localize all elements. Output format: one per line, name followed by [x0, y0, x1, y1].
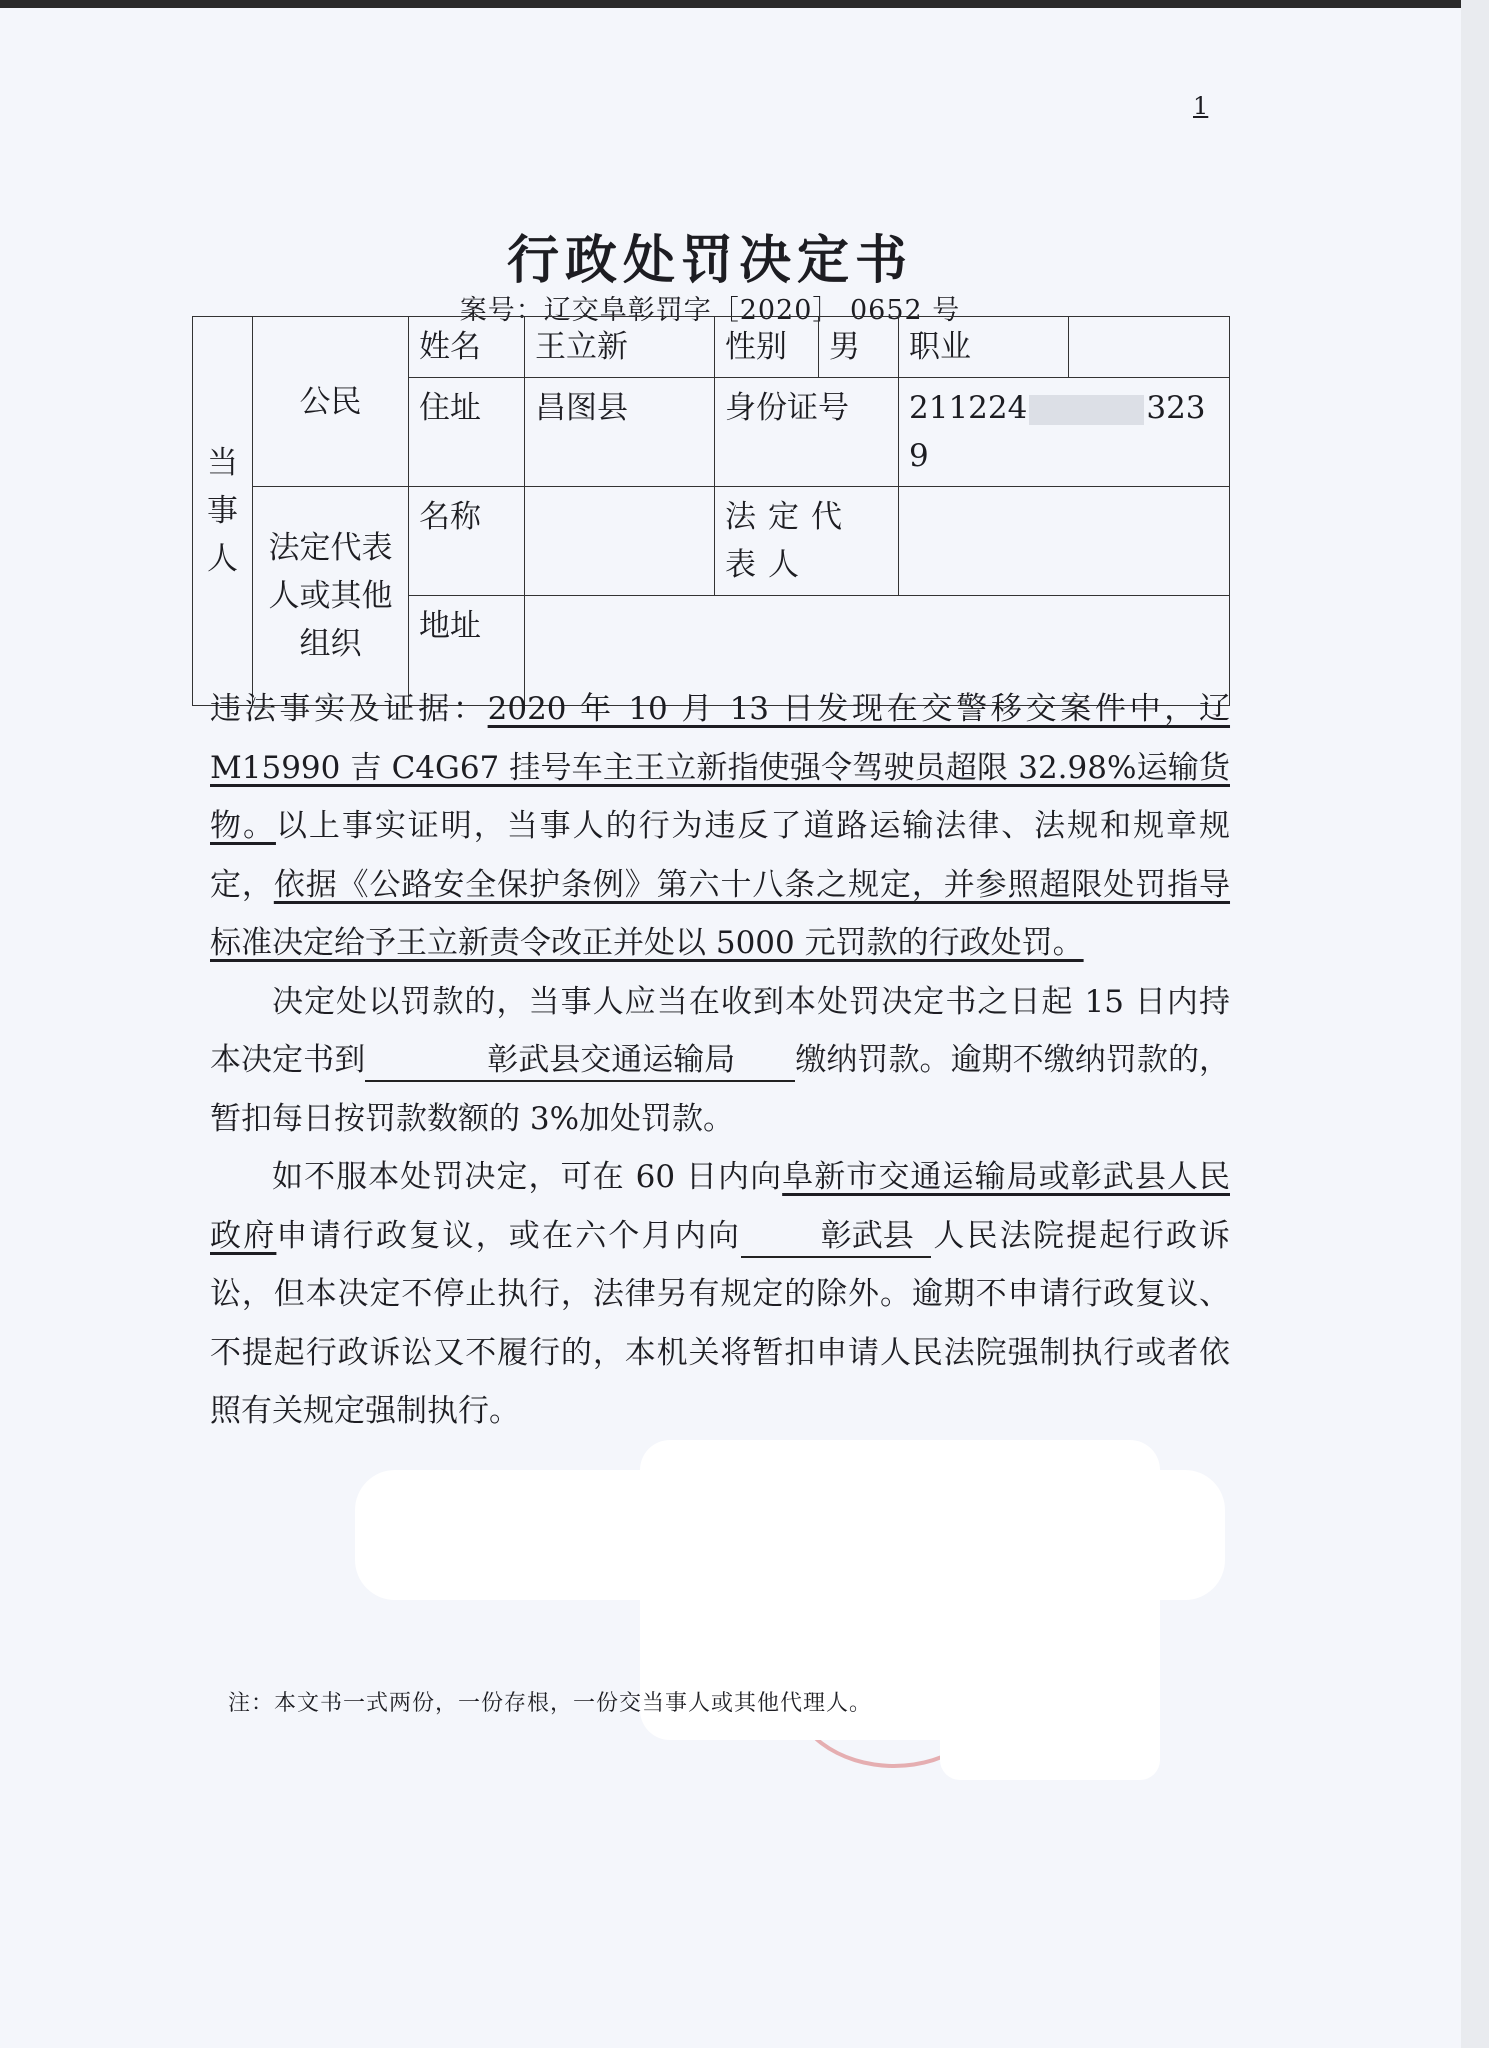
decision-body — [210, 680, 1230, 1441]
org-label: 法定代表人或其他组织 — [253, 487, 409, 706]
org-name-value — [525, 487, 715, 596]
address-label: 住址 — [409, 378, 525, 487]
party-info-table — [192, 316, 1230, 706]
facts-label: 违法事实及证据： — [210, 691, 488, 727]
payment-paragraph: 决定处以罚款的，当事人应当在收到本处罚决定书之日起 15 日内持本决定书到 彰武县交通运输局 缴纳罚款。逾期不缴纳罚款的，暂扣每日按罚款数额的 3%加处罚款。 — [210, 983, 1231, 1137]
facts-basis: 依据《公路安全保护条例》第六十八条之规定，并参照超限处罚指导标准决定给予王立新责令改正并处以 5000 元罚款的行政处罚。 — [210, 866, 1231, 961]
occupation-label: 职业 — [899, 317, 1069, 378]
address-value: 昌图县 — [525, 378, 715, 487]
scan-top-edge — [0, 0, 1489, 8]
citizen-label: 公民 — [253, 317, 409, 487]
org-address-label: 地址 — [409, 596, 525, 706]
legal-rep-value — [899, 487, 1230, 596]
facts-underlined: 2020 年 10 月 13 日发现在交警移交案件中，辽M15990 吉 C4G67 挂号车主王立新指使强令驾驶员超限 32.98%运输货物。 — [210, 691, 1231, 844]
gender-label: 性别 — [715, 317, 819, 378]
occupation-value — [1069, 317, 1230, 378]
name-label: 姓名 — [409, 317, 525, 378]
document-title: 行政处罚决定书 — [506, 230, 913, 291]
org-name-label: 名称 — [409, 487, 525, 596]
legal-rep-label: 法定代表人 — [715, 487, 899, 596]
facts-mid: 以上事实证明，当事人的行为违反了道路运输法律、法规和规章规定， — [210, 808, 1231, 903]
appeal-paragraph: 如不服本处罚决定，可在 60 日内向阜新市交通运输局或彰武县人民政府申请行政复议，或在六个月内向 彰武县 人民法院提起行政诉讼，但本决定不停止执行，法律另有规定的除外。逾期不申请行政复议、不提起行政诉讼又不履行的，本机关将暂扣申请人民法院强制执行或者依照有关规定强制执行。 — [210, 1159, 1231, 1429]
payment-office: 彰武县交通运输局 — [365, 1040, 795, 1082]
facts-paragraph — [210, 680, 1230, 973]
id-value: 211224 323 9 — [899, 378, 1230, 487]
gender-value: 男 — [819, 317, 899, 378]
party-side-label: 当事人 — [193, 317, 253, 706]
id-label: 身份证号 — [715, 378, 899, 487]
court-name: 彰武县 — [741, 1216, 931, 1258]
footer-note: 注：本文书一式两份，一份存根，一份交当事人或其他代理人。 — [228, 1691, 873, 1716]
redacted-date-area — [940, 1650, 1160, 1780]
review-org: 阜新市交通运输局或彰武县人民政府 — [210, 1159, 1230, 1254]
redaction-block — [1029, 395, 1144, 425]
name-value: 王立新 — [525, 317, 715, 378]
scan-right-edge — [1461, 0, 1489, 2048]
case-number: 案号：辽交阜彰罚字［2020］ 0652 号 — [459, 295, 961, 326]
page-number: 1 — [1193, 92, 1209, 120]
